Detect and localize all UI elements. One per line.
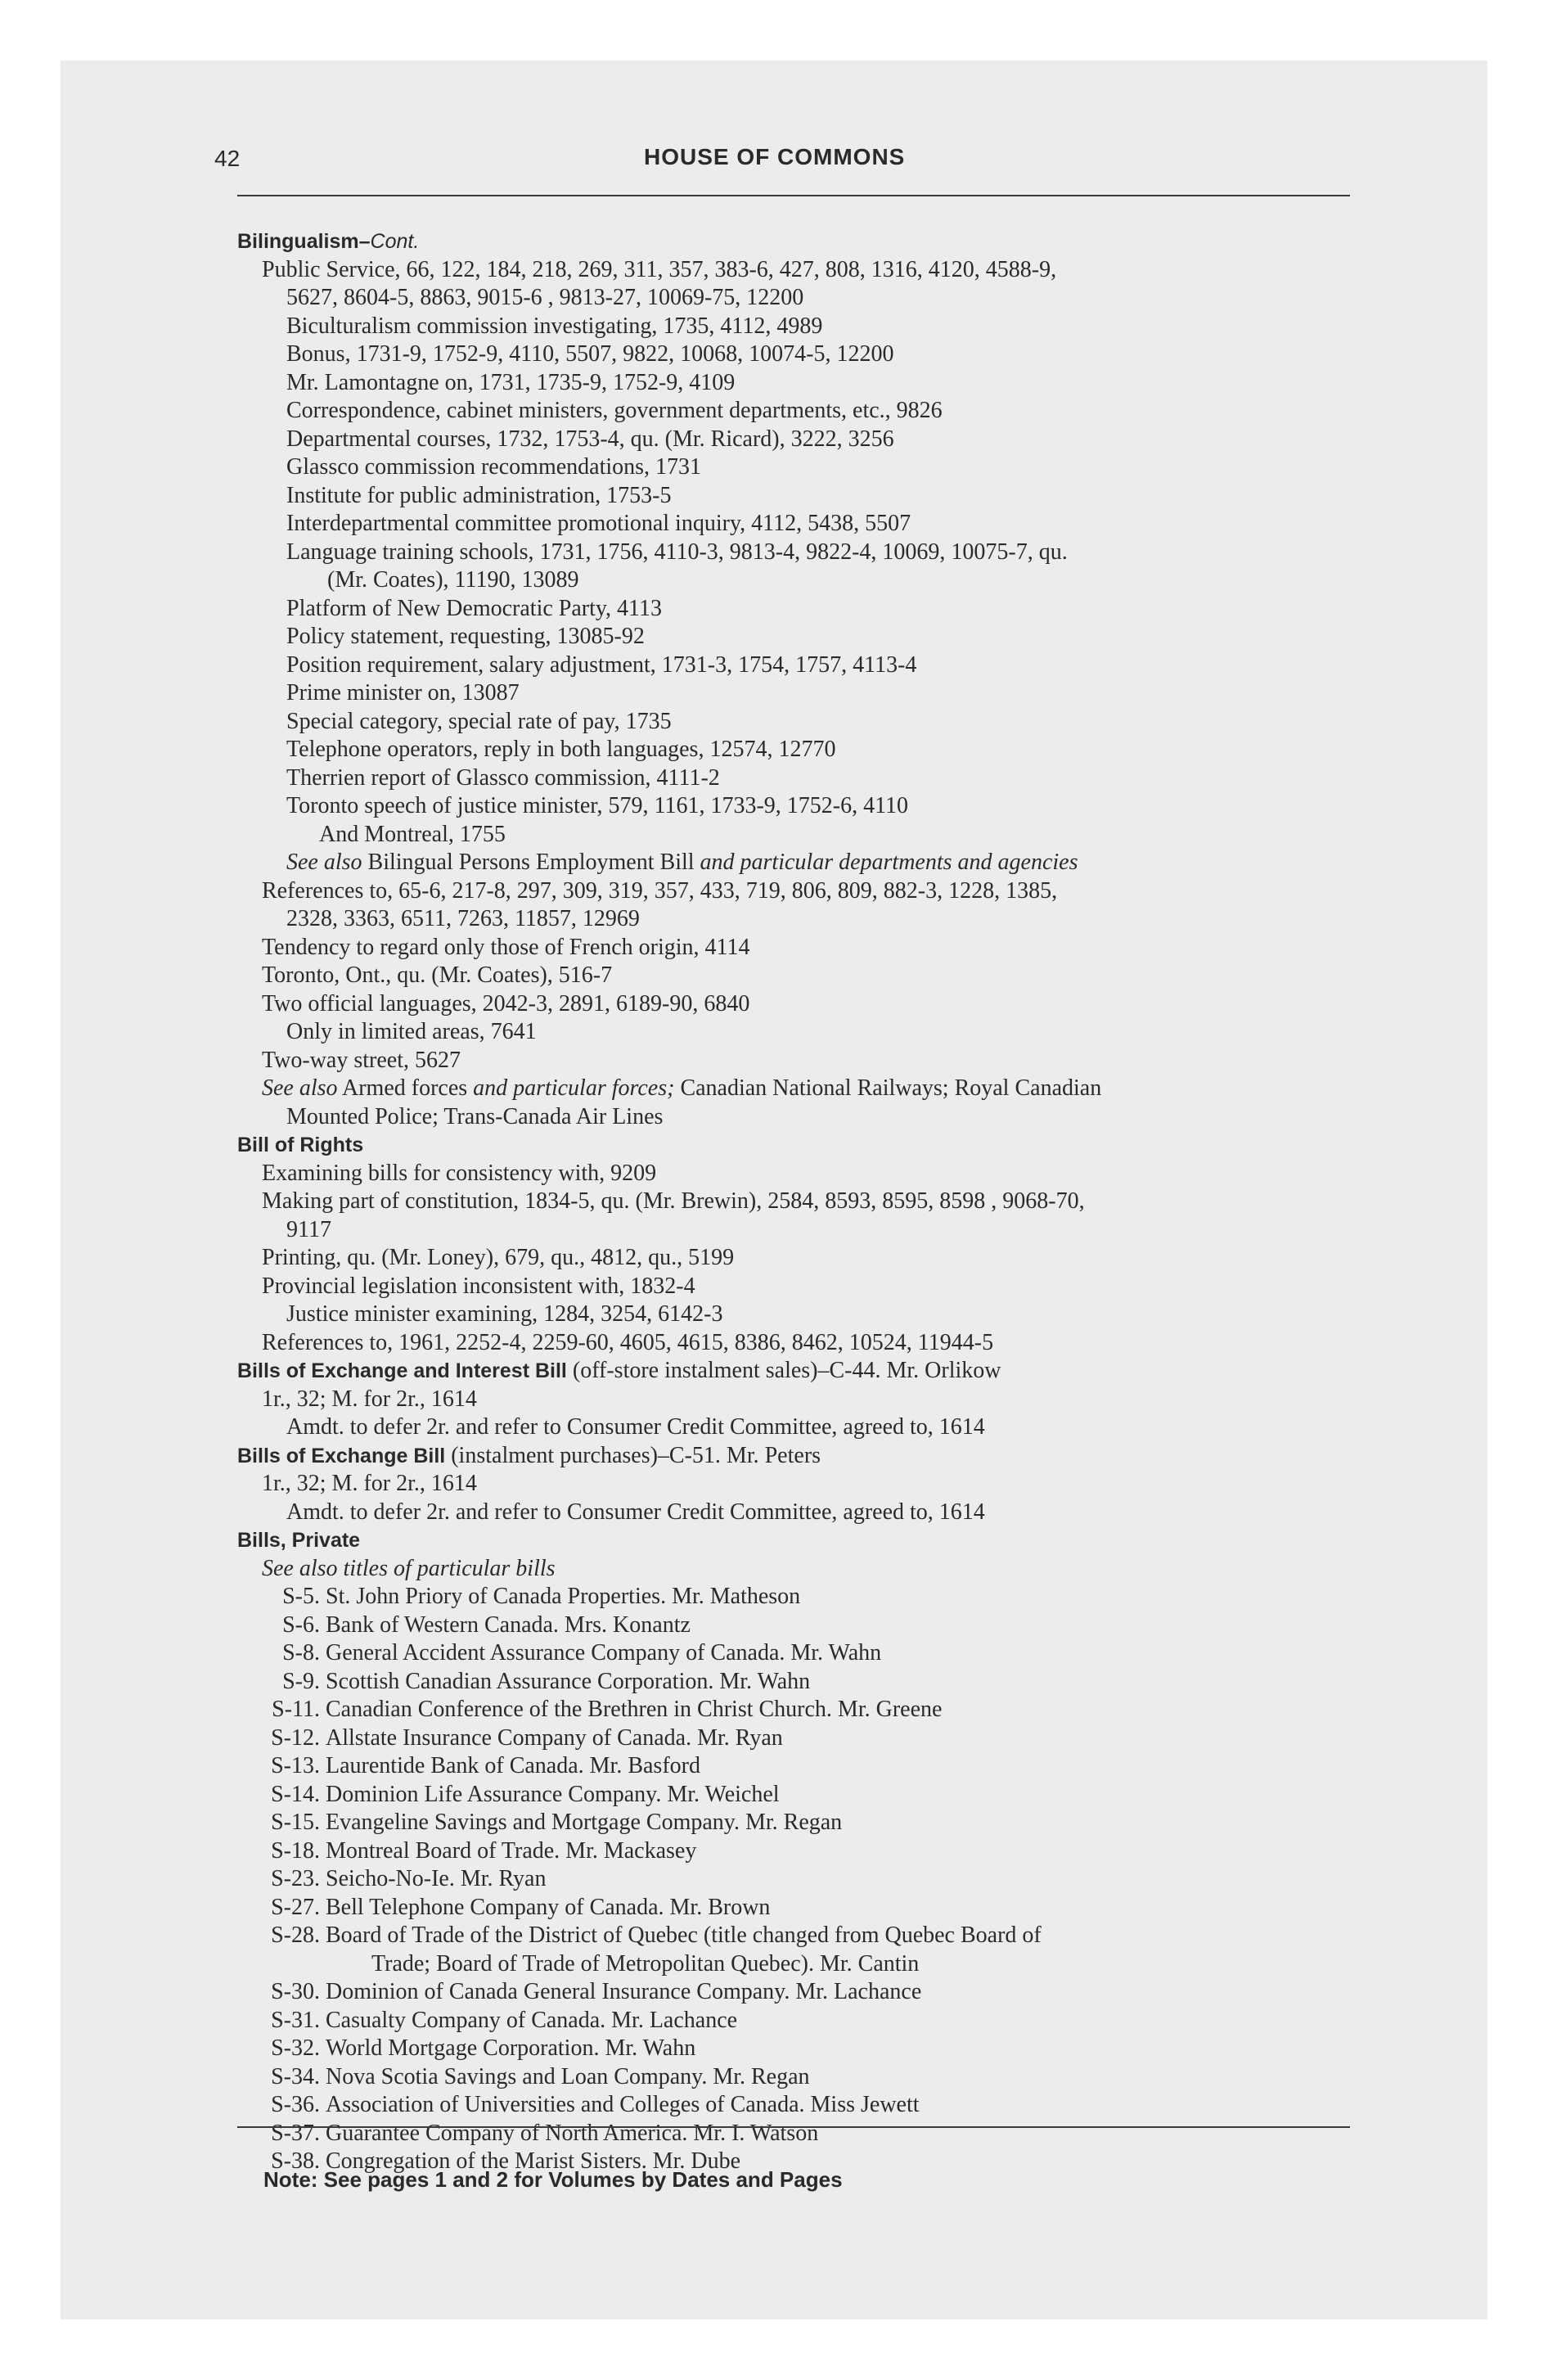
index-entry: Glassco commission recommendations, 1731 [286,454,702,480]
bill-title: Nova Scotia Savings and Loan Company. Mr. Regan [326,2063,810,2089]
bill-code: S-27 [271,1894,314,1920]
bill-code: S-37 [271,2120,314,2146]
bill-code-separator: . [314,1753,320,1778]
private-bill-row [237,2035,1375,2063]
bill-title: Laurentide Bank of Canada. Mr. Basford [326,1753,700,1778]
index-entry: Only in limited areas, 7641 [286,1019,537,1044]
bill-code-separator: . [314,1922,320,1948]
bill-code-separator: . [314,1584,320,1609]
private-bill-row [237,1894,1375,1922]
bill-code: S-28 [271,1922,314,1948]
bill-title: Bell Telephone Company of Canada. Mr. Brown [326,1894,771,1920]
private-bill-row [237,1752,1375,1781]
index-entry: Toronto speech of justice minister, 579, 1161, 1733-9, 1752-6, 4110 [286,793,909,818]
bill-code: S-32 [271,2035,314,2061]
bill-title: General Accident Assurance Company of Canada. Mr. Wahn [326,1640,882,1666]
bill-title: Association of Universities and Colleges of Canada. Miss Jewett [326,2092,920,2117]
footer-rule [237,2126,1350,2128]
index-entry: Justice minister examining, 1284, 3254, 6142-3 [286,1301,723,1327]
index-entry: Public Service, 66, 122, 184, 218, 269, 311, 357, 383-6, 427, 808, 1316, 4120, 4588-9, [262,256,1057,282]
bill-code: S-31 [271,2007,314,2033]
private-bill-row [237,1922,1375,1950]
bill-code-separator: . [314,1837,320,1864]
private-bill-row [237,1865,1375,1894]
index-entry: Provincial legislation inconsistent with, 1832-4 [262,1273,695,1299]
index-entry: And Montreal, 1755 [319,821,506,847]
index-entry: Interdepartmental committee promotional inquiry, 4112, 5438, 5507 [286,511,911,536]
bill-code-separator: . [314,1810,320,1835]
index-entry: Telephone operators, reply in both languages, 12574, 12770 [286,737,836,762]
index-entry: (Mr. Coates), 11190, 13089 [327,567,579,593]
see-also-entry: See also Bilingual Persons Employment Bill and particular departments and agencies [286,850,1078,875]
bill-code: S-23 [271,1866,314,1891]
bill-code: S-34 [271,2063,314,2089]
index-entry: 2328, 3363, 6511, 7263, 11857, 12969 [286,906,640,931]
bill-code-separator: . [314,2007,320,2033]
index-entry: Correspondence, cabinet ministers, government departments, etc., 9826 [286,398,943,423]
bill-code: S-38 [271,2148,314,2174]
private-bill-row [237,1639,1375,1668]
index-entry: References to, 1961, 2252-4, 2259-60, 4605, 4615, 8386, 8462, 10524, 11944-5 [262,1329,994,1355]
index-entry: Two-way street, 5627 [262,1047,461,1073]
index-entry: Institute for public administration, 1753-5 [286,482,672,508]
private-bill-row [237,1809,1375,1837]
index-entry: Departmental courses, 1732, 1753-4, qu. (Mr. Ricard), 3222, 3256 [286,426,894,452]
index-entry: 9117 [286,1216,331,1242]
index-entry: 1r., 32; M. for 2r., 1614 [262,1386,477,1412]
index-content [237,228,1375,2176]
bill-title: Seicho-No-Ie. Mr. Ryan [326,1866,547,1891]
private-bill-row [237,2120,1375,2148]
see-also-entry: See also Armed forces and particular forces; Canadian National Railways; Royal Canadian [262,1075,1102,1101]
bill-title: Bank of Western Canada. Mrs. Konantz [326,1611,691,1638]
index-entry: Mr. Lamontagne on, 1731, 1735-9, 1752-9, 4109 [286,369,736,395]
bill-code-separator: . [314,2092,320,2117]
private-bill-row [237,1668,1375,1697]
heading-bilingualism: Bilingualism–Cont. [237,230,420,253]
bill-code-separator: . [314,1724,320,1751]
index-entry: Two official languages, 2042-3, 2891, 6189-90, 6840 [262,990,750,1016]
index-entry: References to, 65-6, 217-8, 297, 309, 319, 357, 433, 719, 806, 809, 882-3, 1228, 1385, [262,877,1058,904]
bill-title: St. John Priory of Canada Properties. Mr. Matheson [326,1584,801,1609]
heading-bill-of-rights: Bill of Rights [237,1134,364,1156]
index-entry: Amdt. to defer 2r. and refer to Consumer Credit Committee, agreed to, 1614 [286,1499,985,1525]
bill-title: Board of Trade of the District of Quebec (title changed from Quebec Board of [326,1922,1042,1948]
private-bill-row [237,1950,1375,1979]
bill-code: S-9 [282,1668,314,1694]
bill-title: Guarantee Company of North America. Mr. I. Watson [326,2120,819,2146]
index-entry: Biculturalism commission investigating, 1735, 4112, 4989 [286,313,823,339]
index-entry: Position requirement, salary adjustment, 1731-3, 1754, 1757, 4113-4 [286,651,917,678]
bill-code-separator: . [314,1611,320,1638]
running-head: HOUSE OF COMMONS [644,144,906,169]
bill-code-separator: . [314,2063,320,2089]
heading-bills-exchange: Bills of Exchange Bill (instalment purchases)–C-51. Mr. Peters [237,1442,821,1468]
private-bill-row [237,1724,1375,1753]
bill-code: S-8 [282,1640,314,1666]
bill-title: Canadian Conference of the Brethren in Christ Church. Mr. Greene [326,1697,943,1722]
index-entry: Tendency to regard only those of French origin, 4114 [262,934,750,960]
bill-title: Trade; Board of Trade of Metropolitan Quebec). Mr. Cantin [371,1950,920,1977]
private-bill-row [237,1978,1375,2007]
bill-title: Dominion of Canada General Insurance Company. Mr. Lachance [326,1979,922,2004]
private-bill-row [237,1583,1375,1611]
private-bill-row [237,1781,1375,1810]
bill-code: S-30 [271,1979,314,2004]
heading-bills-exchange-interest: Bills of Exchange and Interest Bill (off-store instalment sales)–C-44. Mr. Orlikow [237,1358,1001,1383]
bill-code: S-6 [282,1611,314,1638]
bill-code-separator: . [314,1640,320,1666]
bill-title: Scottish Canadian Assurance Corporation. Mr. Wahn [326,1668,811,1694]
private-bill-row [237,2007,1375,2035]
index-entry: 1r., 32; M. for 2r., 1614 [262,1471,477,1496]
bill-title: World Mortgage Corporation. Mr. Wahn [326,2035,696,2061]
index-entry: Platform of New Democratic Party, 4113 [286,595,663,621]
bill-title: Casualty Company of Canada. Mr. Lachance [326,2007,738,2033]
bill-code-separator: . [314,1866,320,1891]
index-entry: Printing, qu. (Mr. Loney), 679, qu., 4812, qu., 5199 [262,1245,735,1270]
bill-code: S-5 [282,1584,314,1609]
bill-code: S-18 [271,1837,314,1864]
bill-code: S-15 [271,1810,314,1835]
bill-title: Allstate Insurance Company of Canada. Mr. Ryan [326,1724,783,1751]
index-entry: Special category, special rate of pay, 1735 [286,708,672,734]
bill-code-separator: . [314,2148,320,2174]
index-entry: 5627, 8604-5, 8863, 9015-6 , 9813-27, 10069-75, 12200 [286,285,804,310]
see-also-entry: See also titles of particular bills [262,1555,556,1581]
bill-title: Montreal Board of Trade. Mr. Mackasey [326,1837,697,1864]
bill-code: S-14 [271,1781,314,1807]
page-header [214,139,1352,180]
index-entry: Amdt. to defer 2r. and refer to Consumer Credit Committee, agreed to, 1614 [286,1414,985,1440]
bill-code-separator: . [314,2035,320,2061]
bill-title: Evangeline Savings and Mortgage Company. Mr. Regan [326,1810,843,1835]
index-entry: Making part of constitution, 1834-5, qu. (Mr. Brewin), 2584, 8593, 8595, 8598 , 9068-70, [262,1188,1085,1214]
private-bill-row [237,1611,1375,1640]
heading-bills-private: Bills, Private [237,1529,361,1552]
bill-code-separator: . [314,2120,320,2146]
bill-code: S-13 [271,1753,314,1778]
private-bill-row [237,1837,1375,1866]
index-entry: Examining bills for consistency with, 9209 [262,1160,657,1186]
bill-title: Congregation of the Marist Sisters. Mr. Dube [326,2148,741,2174]
private-bill-row [237,1696,1375,1724]
index-entry: Policy statement, requesting, 13085-92 [286,624,645,649]
private-bill-row [237,2063,1375,2092]
bill-code: S-12 [271,1724,314,1751]
bill-code-separator: . [314,1979,320,2004]
header-rule [237,195,1350,196]
private-bills-list [237,1583,1375,2176]
index-entry: Language training schools, 1731, 1756, 4110-3, 9813-4, 9822-4, 10069, 10075-7, qu. [286,539,1068,565]
bill-code-separator: . [314,1894,320,1920]
footer-note: Note: See pages 1 and 2 for Volumes by Dates and Pages [263,2167,843,2192]
index-entry: Prime minister on, 13087 [286,680,520,705]
see-also-entry-cont: Mounted Police; Trans-Canada Air Lines [286,1103,664,1129]
private-bill-row [237,2091,1375,2120]
bill-code: S-36 [271,2092,314,2117]
bill-title: Dominion Life Assurance Company. Mr. Weichel [326,1781,780,1807]
bill-code-separator: . [314,1781,320,1807]
index-entry: Bonus, 1731-9, 1752-9, 4110, 5507, 9822, 10068, 10074-5, 12200 [286,341,894,367]
index-entry: Therrien report of Glassco commission, 4111-2 [286,764,720,791]
bill-code: S-11 [272,1697,314,1722]
index-entry: Toronto, Ont., qu. (Mr. Coates), 516-7 [262,962,613,988]
bill-code-separator: . [314,1697,320,1722]
page-number: 42 [214,146,241,171]
bill-code-separator: . [314,1668,320,1694]
